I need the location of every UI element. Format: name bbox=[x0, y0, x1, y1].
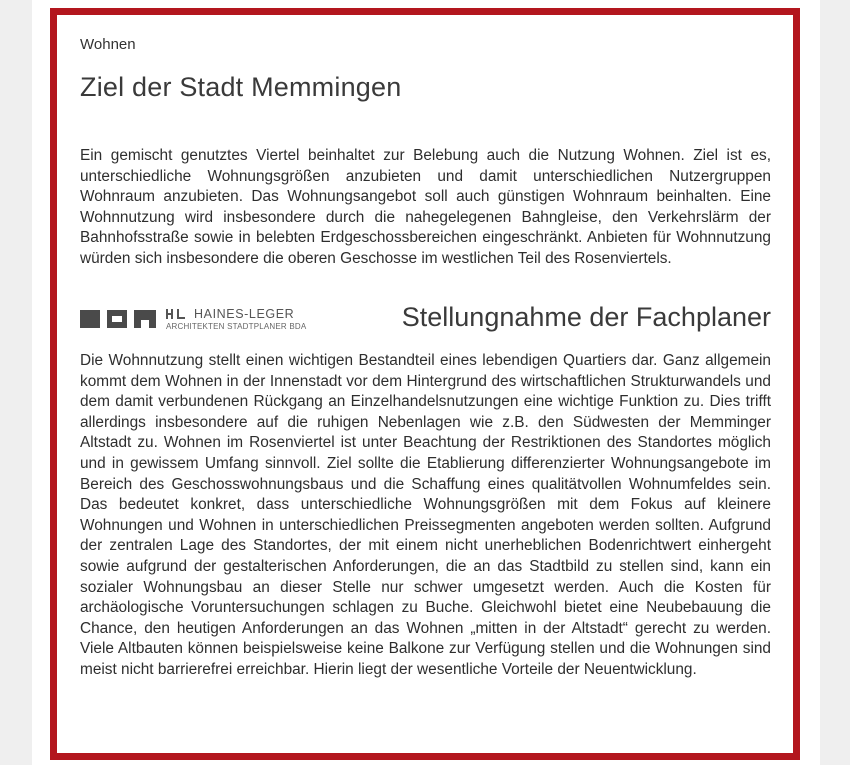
logo-name: HAINES-LEGER bbox=[194, 307, 295, 321]
planner-statement-paragraph: Die Wohnnutzung stellt einen wichtigen Bestandteil eines lebendigen Quartiers dar. Ganz allgemein kommt dem Wohnen in der Innenstadt vor dem Hintergrund des wirtschaftlichen Strukturwandels und dem damit verbundenen Rückgang an Einzelhandelsnutzungen eine wichtige Funktion zu. Dies trifft allerdings insbesondere auf die ruhigen Nebenlagen wie z.B. den Südwesten der Memminger Altstadt zu. Wohnen im Rosenviertel ist unter Beachtung der Restriktionen des Standortes möglich und in gewissem Umfang sinnvoll. Ziel sollte die Etablierung differenzierter Wohnungsangebote im Bereich des Geschosswohnungsbaus und die Schaffung eines qualitätvollen Wohnumfeldes sein. Das bedeutet konkret, dass unterschiedliche Wohnungsgrößen mit dem Fokus auf kleinere Wohnungen und Wohnen in unterschiedlichen Preissegmenten angeboten werden sollten. Aufgrund der zentralen Lage des Standortes, der mit einem nicht unerheblichen Bodenrichtwert einhergeht sowie aufgrund der gestalterischen Anforderungen, die an das Stadtbild zu stellen sind, kann ein sozialer Wohnungsbau an dieser Stelle nur schwer umgesetzt werden. Auch die Kosten für archäologische Voruntersuchungen schlagen zu Buche. Gleichwohl bietet eine Neubebauung die Chance, den heutigen Anforderungen an das Wohnen „mitten in der Altstadt“ gerecht zu werden. Viele Altbauten können beispielsweise keine Balkone zur Verfügung stellen und die Wohnungen sind meist nicht barrierefrei erreichbar. Hierin liegt der wesentliche Vorteile der Neuentwicklung. bbox=[80, 352, 771, 678]
section-label: Wohnen bbox=[80, 36, 136, 53]
logo-hl-icon bbox=[166, 309, 186, 319]
page-title: Ziel der Stadt Memmingen bbox=[80, 72, 402, 102]
city-goal-paragraph: Ein gemischt genutztes Viertel beinhaltet zur Belebung auch die Nutzung Wohnen. Ziel ist es, unterschiedliche Wohnungsgrößen anzubieten und damit unterschiedlichen Nutzergruppen Wohnraum anzubieten. Das Wohnungsangebot soll auch günstigen Wohnraum beinhalten. Eine Wohnnutzung wird insbesondere durch die nahegelegenen Bahngleise, den Verkehrslärm der Bahnhofsstraße sowie in belebten Erdgeschossbereichen eingeschränkt. Anbieten für Wohnnutzung würden sich insbesondere die oberen Geschosse im westlichen Teil des Rosenviertels. bbox=[80, 147, 771, 267]
section-subtitle: Stellungnahme der Fachplaner bbox=[401, 302, 771, 332]
haines-leger-logo bbox=[80, 306, 306, 332]
logo-tagline: ARCHITEKTEN STADTPLANER BDA bbox=[166, 322, 307, 331]
logo-mark-icon bbox=[80, 308, 156, 330]
